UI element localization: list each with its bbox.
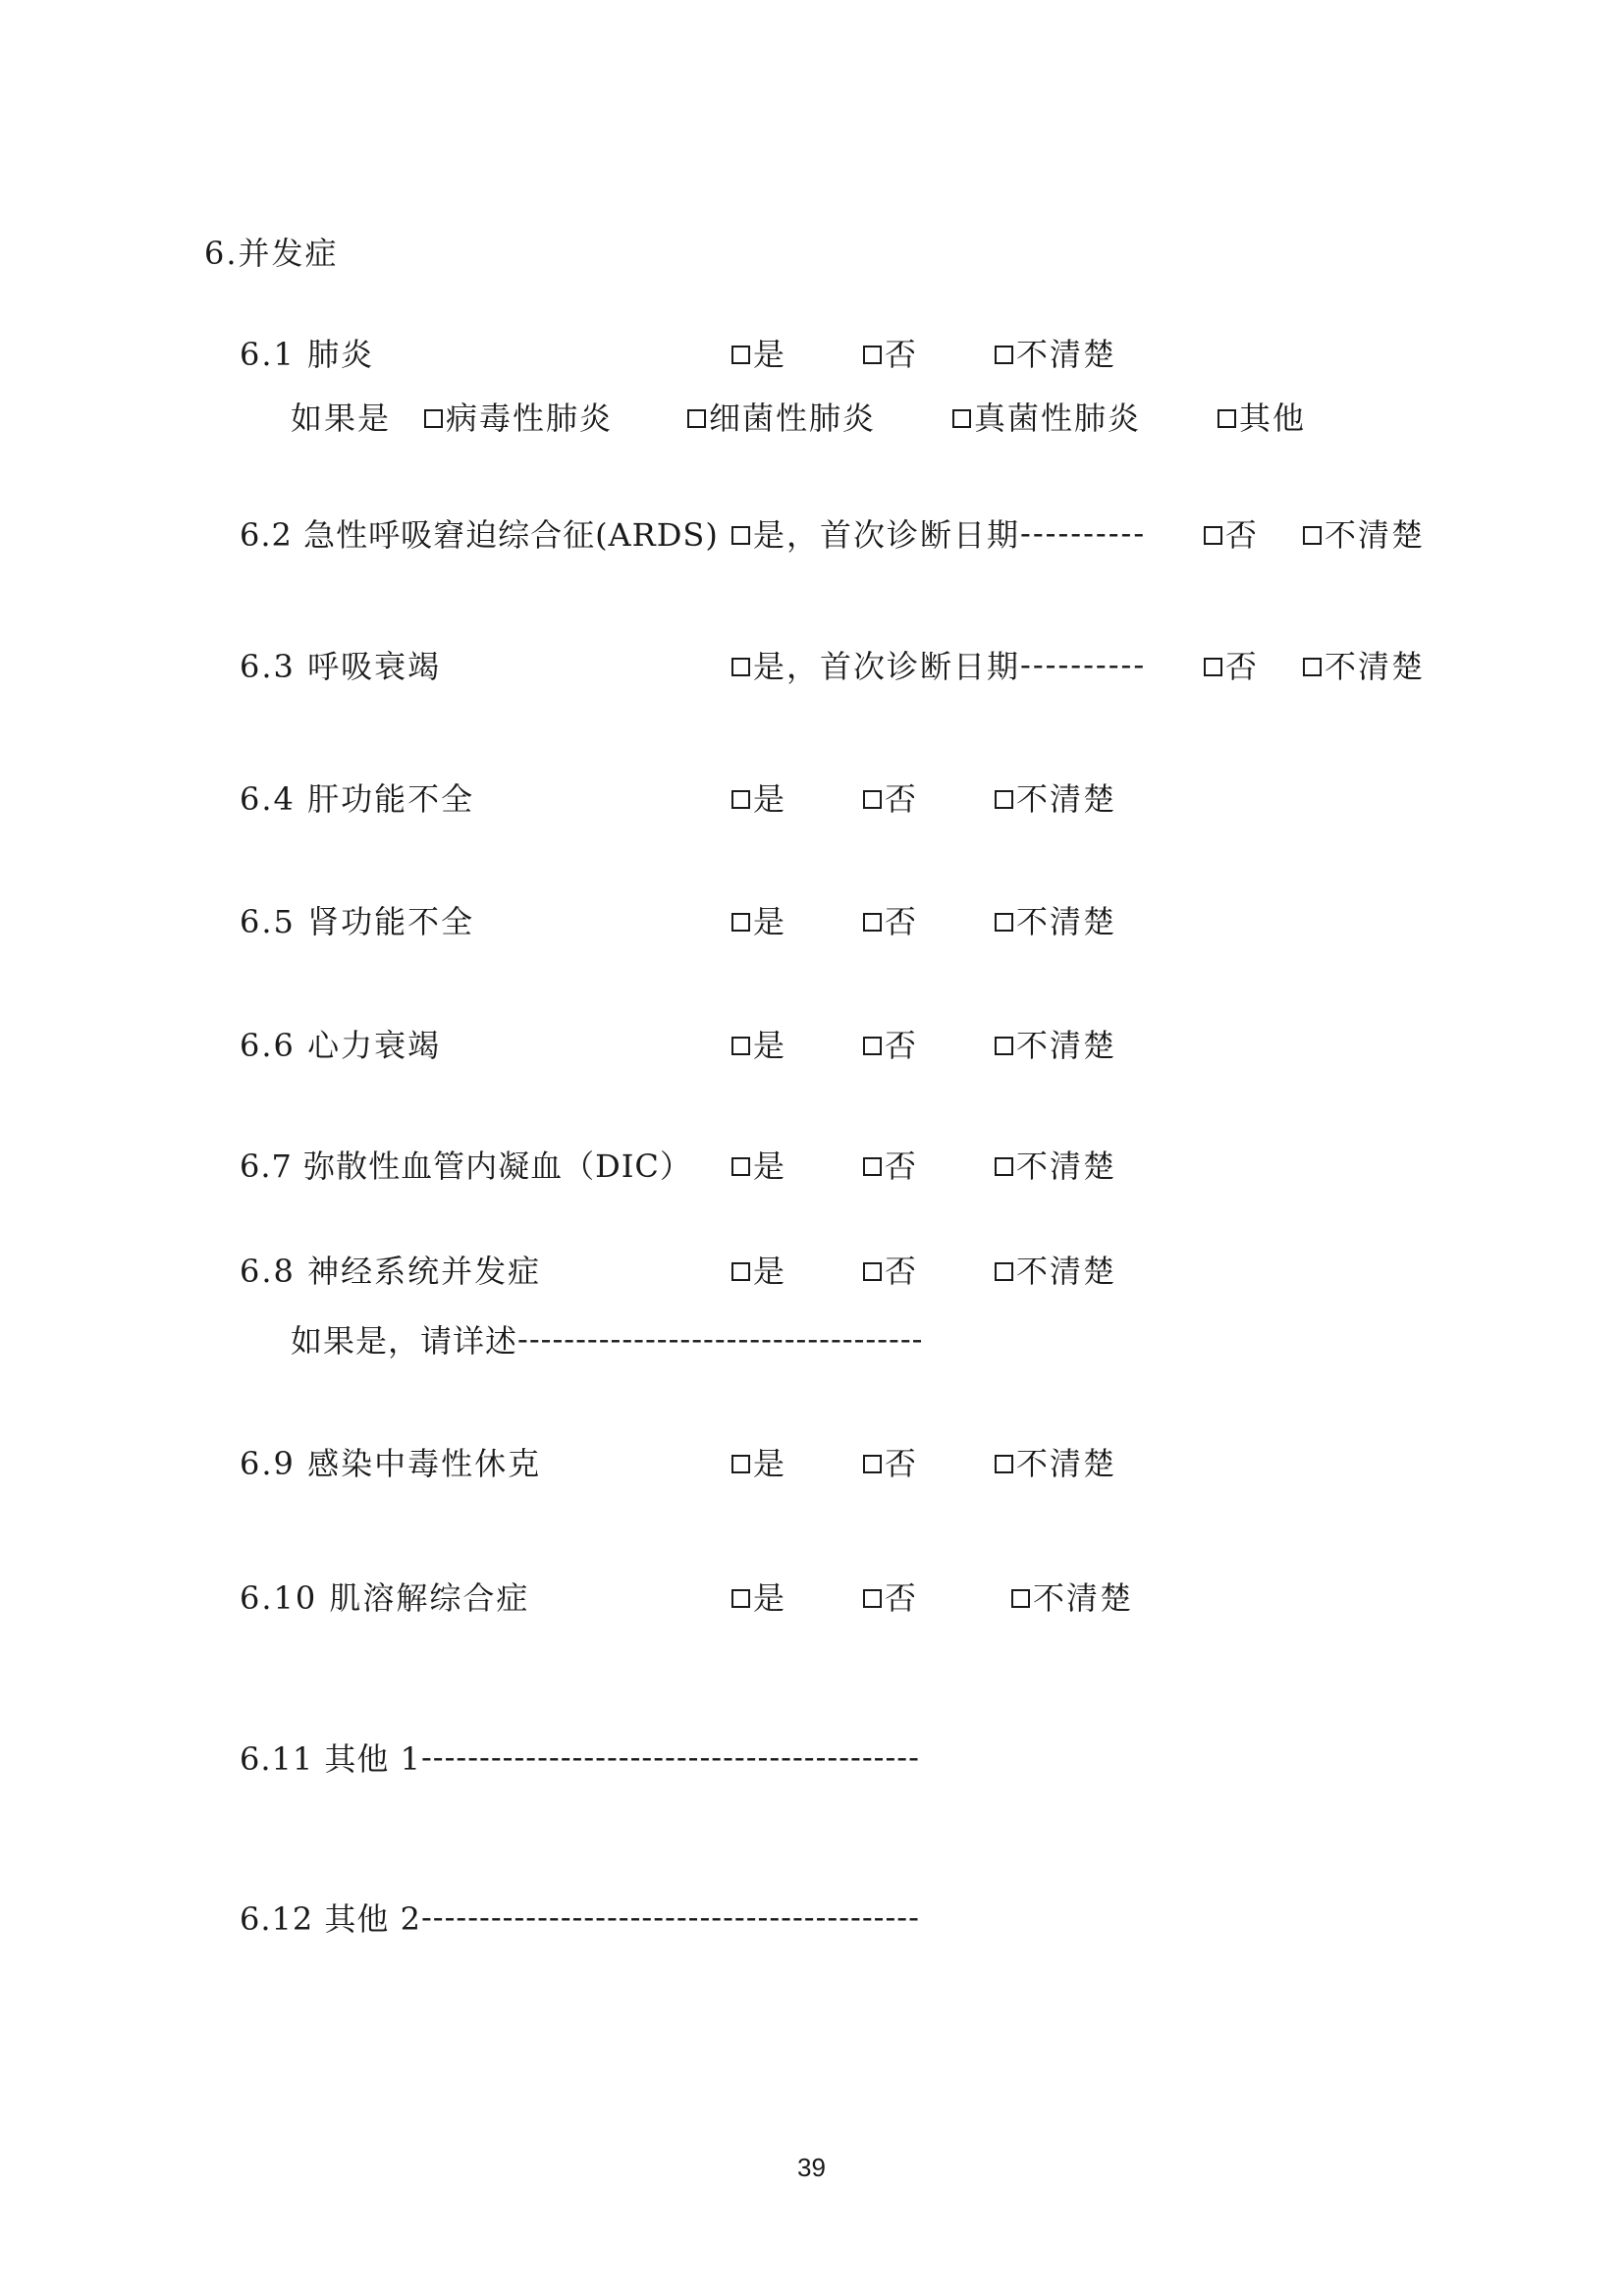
option-unclear-ards[interactable]: 不清楚 <box>1303 515 1425 555</box>
checkbox-icon[interactable] <box>863 1037 882 1055</box>
option-unclear-hepatic[interactable]: 不清楚 <box>995 779 1116 819</box>
checkbox-icon[interactable] <box>731 790 750 809</box>
other-1-field[interactable]: ------------------------------------------- <box>420 1738 920 1776</box>
option-unclear-pneumonia[interactable]: 不清楚 <box>995 335 1116 374</box>
checkbox-icon[interactable] <box>995 1455 1013 1473</box>
checkbox-icon[interactable] <box>1011 1589 1030 1608</box>
sub-prompt-pneumonia: 如果是 <box>291 400 392 437</box>
item-label-septic-shock: 6.9 感染中毒性休克 <box>240 1445 542 1482</box>
checkbox-icon[interactable] <box>731 658 750 676</box>
option-no-heart-failure[interactable]: 否 <box>863 1026 918 1065</box>
option-yes-hepatic[interactable]: 是 <box>731 779 786 819</box>
section-title: 6.并发症 <box>204 235 339 272</box>
option-yes-heart-failure[interactable]: 是 <box>731 1026 786 1065</box>
option-other-pneumonia[interactable]: 其他 <box>1217 399 1306 438</box>
option-yes-respiratory-failure[interactable]: 是，首次诊断日期 ---------- <box>731 647 1146 686</box>
option-no-ards[interactable]: 否 <box>1204 515 1259 555</box>
option-yes-renal[interactable]: 是 <box>731 902 786 941</box>
checkbox-icon[interactable] <box>995 1157 1013 1176</box>
date-field-respiratory-failure[interactable]: ---------- <box>1020 646 1147 683</box>
item-label-ards: 6.2 急性呼吸窘迫综合征(ARDS) <box>240 516 719 554</box>
option-no-rhabdomyolysis[interactable]: 否 <box>863 1578 918 1618</box>
date-field-ards[interactable]: ---------- <box>1020 514 1147 552</box>
checkbox-icon[interactable] <box>952 409 971 428</box>
item-label-rhabdomyolysis: 6.10 肌溶解综合症 <box>240 1579 530 1617</box>
option-yes-dic[interactable]: 是 <box>731 1147 786 1186</box>
checkbox-icon[interactable] <box>687 409 706 428</box>
checkbox-icon[interactable] <box>995 1037 1013 1055</box>
option-no-septic-shock[interactable]: 否 <box>863 1444 918 1483</box>
option-fungal-pneumonia[interactable]: 真菌性肺炎 <box>952 399 1141 438</box>
option-no-pneumonia[interactable]: 否 <box>863 335 918 374</box>
option-unclear-rhabdomyolysis[interactable]: 不清楚 <box>1011 1578 1133 1618</box>
checkbox-icon[interactable] <box>731 1262 750 1281</box>
item-other-1: 6.11 其他 1------------------------------------------- <box>240 1738 920 1778</box>
checkbox-icon[interactable] <box>863 1262 882 1281</box>
checkbox-icon[interactable] <box>1303 658 1322 676</box>
checkbox-icon[interactable] <box>731 1455 750 1473</box>
detail-field-neurological[interactable]: ----------------------------------- <box>517 1320 924 1358</box>
option-no-respiratory-failure[interactable]: 否 <box>1204 647 1259 686</box>
item-label-heart-failure: 6.6 心力衰竭 <box>240 1027 442 1064</box>
option-yes-neurological[interactable]: 是 <box>731 1252 786 1291</box>
item-label-neurological: 6.8 神经系统并发症 <box>240 1253 542 1290</box>
option-unclear-heart-failure[interactable]: 不清楚 <box>995 1026 1116 1065</box>
option-yes-pneumonia[interactable]: 是 <box>731 335 786 374</box>
checkbox-icon[interactable] <box>863 1455 882 1473</box>
option-unclear-respiratory-failure[interactable]: 不清楚 <box>1303 647 1425 686</box>
other-2-field[interactable]: ------------------------------------------- <box>420 1898 920 1936</box>
checkbox-icon[interactable] <box>863 1157 882 1176</box>
checkbox-icon[interactable] <box>995 346 1013 364</box>
checkbox-icon[interactable] <box>1217 409 1236 428</box>
checkbox-icon[interactable] <box>1204 658 1222 676</box>
checkbox-icon[interactable] <box>731 913 750 932</box>
item-label-dic: 6.7 弥散性血管内凝血（DIC） <box>240 1148 692 1185</box>
checkbox-icon[interactable] <box>863 790 882 809</box>
checkbox-icon[interactable] <box>863 913 882 932</box>
checkbox-icon[interactable] <box>1204 526 1222 545</box>
option-yes-septic-shock[interactable]: 是 <box>731 1444 786 1483</box>
option-yes-ards[interactable]: 是，首次诊断日期 ---------- <box>731 515 1146 555</box>
checkbox-icon[interactable] <box>863 346 882 364</box>
checkbox-icon[interactable] <box>863 1589 882 1608</box>
checkbox-icon[interactable] <box>995 790 1013 809</box>
checkbox-icon[interactable] <box>1303 526 1322 545</box>
checkbox-icon[interactable] <box>731 1157 750 1176</box>
item-label-hepatic-insufficiency: 6.4 肝功能不全 <box>240 780 475 818</box>
option-yes-rhabdomyolysis[interactable]: 是 <box>731 1578 786 1618</box>
checkbox-icon[interactable] <box>731 526 750 545</box>
option-bacterial-pneumonia[interactable]: 细菌性肺炎 <box>687 399 876 438</box>
item-other-2: 6.12 其他 2------------------------------------------- <box>240 1898 920 1938</box>
checkbox-icon[interactable] <box>731 1037 750 1055</box>
checkbox-icon[interactable] <box>995 1262 1013 1281</box>
item-label-renal-insufficiency: 6.5 肾功能不全 <box>240 903 475 940</box>
option-no-hepatic[interactable]: 否 <box>863 779 918 819</box>
option-unclear-dic[interactable]: 不清楚 <box>995 1147 1116 1186</box>
option-viral-pneumonia[interactable]: 病毒性肺炎 <box>424 399 613 438</box>
option-no-dic[interactable]: 否 <box>863 1147 918 1186</box>
option-unclear-septic-shock[interactable]: 不清楚 <box>995 1444 1116 1483</box>
checkbox-icon[interactable] <box>731 346 750 364</box>
sub-prompt-neurological: 如果是，请详述----------------------------------- <box>291 1320 924 1360</box>
item-label-pneumonia: 6.1 肺炎 <box>240 336 375 373</box>
checkbox-icon[interactable] <box>731 1589 750 1608</box>
checkbox-icon[interactable] <box>995 913 1013 932</box>
option-no-renal[interactable]: 否 <box>863 902 918 941</box>
option-unclear-neurological[interactable]: 不清楚 <box>995 1252 1116 1291</box>
item-label-respiratory-failure: 6.3 呼吸衰竭 <box>240 648 442 685</box>
option-unclear-renal[interactable]: 不清楚 <box>995 902 1116 941</box>
page-number: 39 <box>797 2153 826 2182</box>
checkbox-icon[interactable] <box>424 409 443 428</box>
option-no-neurological[interactable]: 否 <box>863 1252 918 1291</box>
